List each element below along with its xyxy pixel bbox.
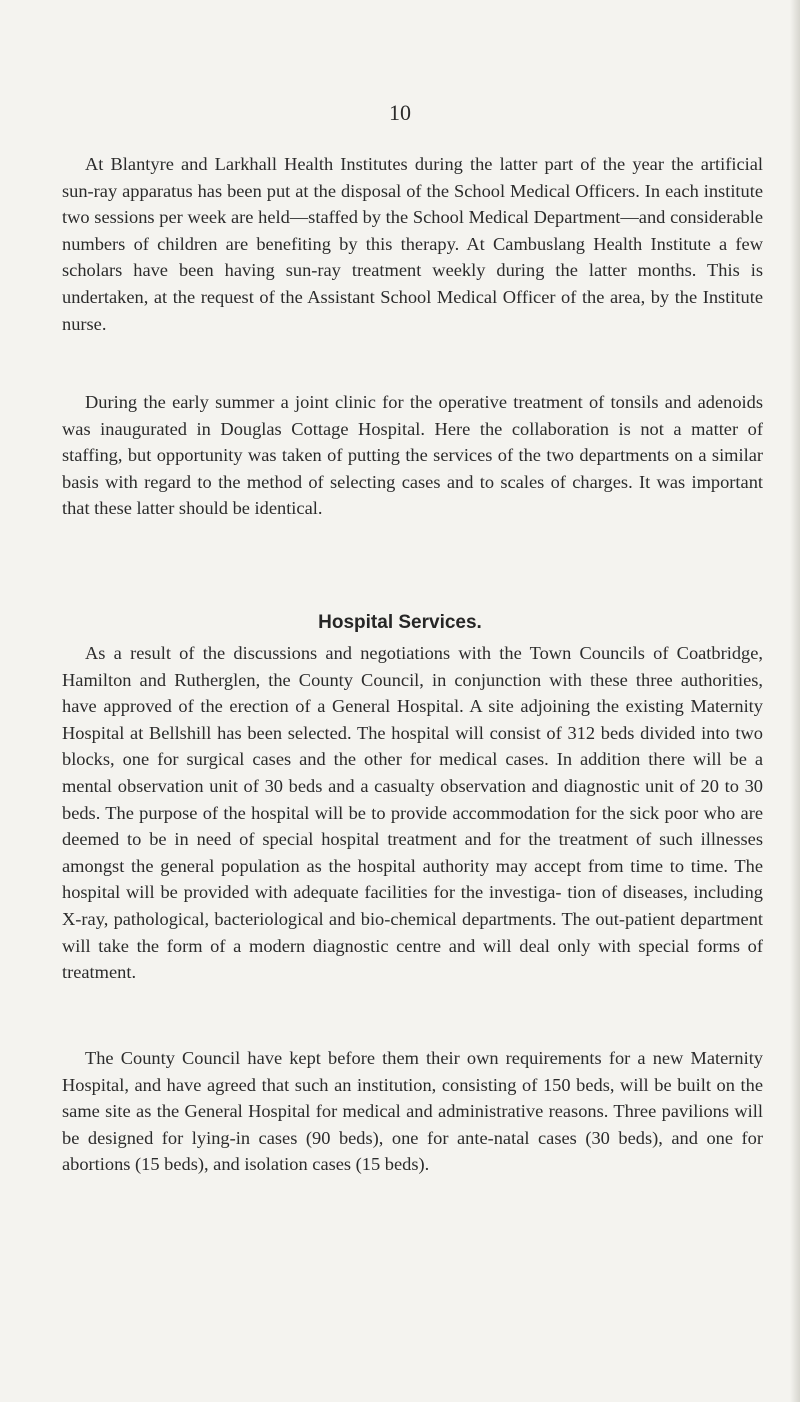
section-heading-hospital-services: Hospital Services. xyxy=(318,612,482,633)
page-number: 10 xyxy=(389,100,411,125)
paragraph-text: The County Council have kept before them their own requirements for a new Maternity Hospital, and have agreed that such an institution, consisting of 150 beds, will be built on the same site as the General Hospital for medical and administrative reasons. Three pavilions will be designed for lying-in cases (90 beds), one for ante-natal cases (30 beds), and one for abortions (15 beds), and isolation cases (15 beds). xyxy=(62,1048,763,1175)
paragraph-sun-ray-treatment xyxy=(62,151,763,337)
paragraph-text: As a result of the discussions and negotiations with the Town Councils of Coatbridge, Hamilton and Rutherglen, the County Council, in conjunction with these three authorities, have approved of the erection of a General Hospital. A site adjoining the existing Maternity Hospital at Bellshill has been selected. The hospital will consist of 312 beds divided into two blocks, one for surgical cases and the other for medical cases. In addition there will be a mental observation unit of 30 beds and a casualty observation and diagnostic unit of 20 to 30 beds. The purpose of the hospital will be to provide accommodation for the sick poor who are deemed to be in need of special hospital treatment and for the treatment of such illnesses amongst the general population as the hospital authority may accept from time to time. The hospital will be provided with adequate facilities for the investiga- tion of diseases, including X-ray, pathological, bacteriological and bio-chemical departments. The out-patient department will take the form of a modern diagnostic centre and will deal only with special forms of treatment. xyxy=(62,643,763,983)
paragraph-tonsils-clinic xyxy=(62,389,763,522)
paragraph-general-hospital xyxy=(62,640,763,986)
paragraph-maternity-hospital xyxy=(62,1045,763,1178)
paragraph-text: During the early summer a joint clinic for the operative treatment of tonsils and adenoids was inaugurated in Douglas Cottage Hospital. Here the collaboration is not a matter of staffing, but opportunity was taken of putting the services of the two departments on a similar basis with regard to the method of selecting cases and to scales of charges. It was important that these latter should be identical. xyxy=(62,392,763,519)
page-edge-shadow xyxy=(790,0,800,1402)
paragraph-text: At Blantyre and Larkhall Health Institutes during the latter part of the year the artificial sun-ray apparatus has been put at the disposal of the School Medical Officers. In each institute two sessions per week are held—staffed by the School Medical Department—and considerable numbers of children are benefiting by this therapy. At Cambuslang Health Institute a few scholars have been having sun-ray treatment weekly during the latter months. This is undertaken, at the request of the Assistant School Medical Officer of the area, by the Institute nurse. xyxy=(62,154,763,334)
